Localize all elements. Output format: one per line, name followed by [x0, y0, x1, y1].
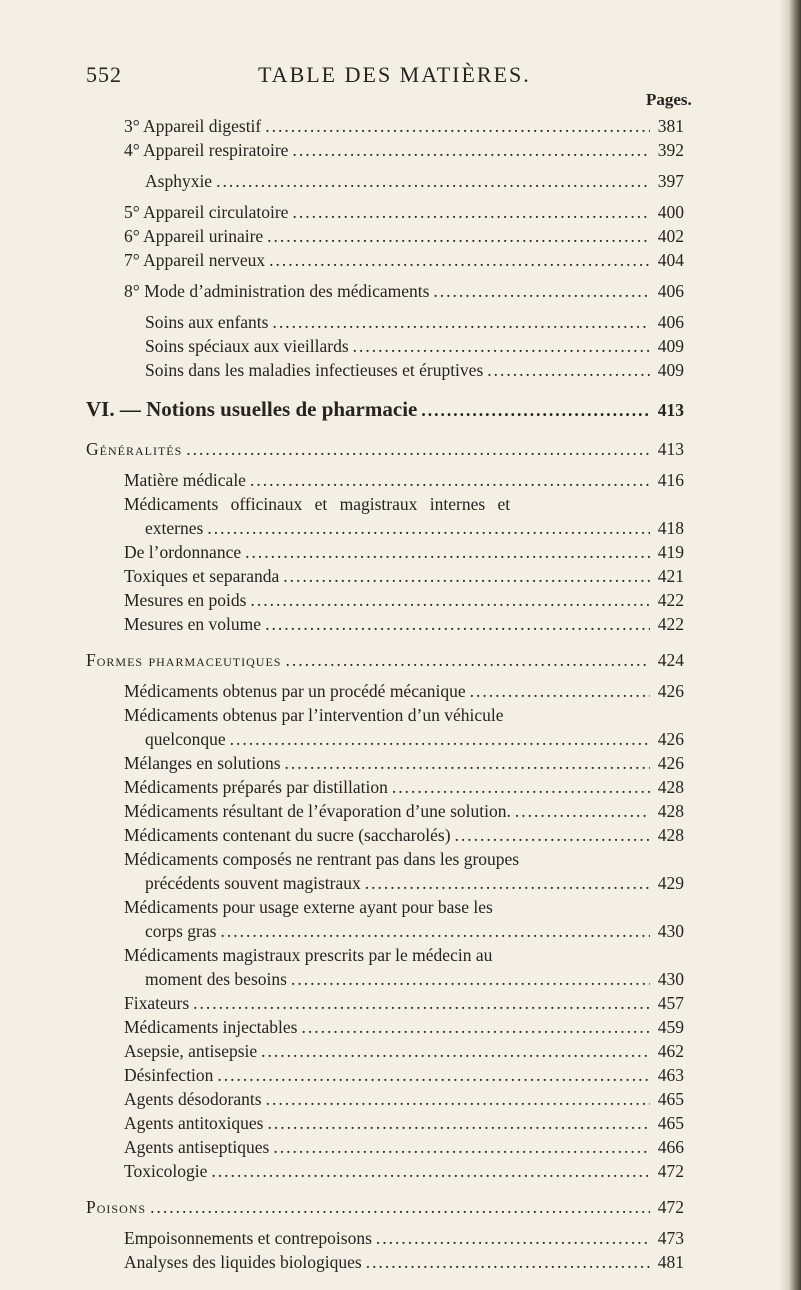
- toc-entry: Soins dans les maladies infectieuses et éruptives ..... 409: [145, 358, 684, 382]
- toc-entry: Agents antitoxiques ..... 465: [124, 1111, 684, 1135]
- toc-entry: Agents antiseptiques ..... 466: [124, 1135, 684, 1159]
- toc-entry: De l’ordonnance ..... 419: [124, 540, 684, 564]
- running-title: TABLE DES MATIÈRES.: [258, 62, 531, 87]
- toc-entry-line: Médicaments magistraux prescrits par le médecin au: [124, 945, 493, 965]
- toc-entry: Médicaments obtenus par un procédé mécanique ..... 426: [124, 679, 684, 703]
- toc-entry: Médicaments préparés par distillation ..... 428: [124, 775, 684, 799]
- toc-entry: moment des besoins ..... 430: [145, 967, 684, 991]
- page-number: 552: [86, 62, 122, 87]
- toc-entry: Matière médicale ..... 416: [124, 468, 684, 492]
- subsection-heading: Formes pharmaceutiques ..... 424: [86, 648, 684, 672]
- toc-entry: 4° Appareil respiratoire ..... 392: [124, 138, 684, 162]
- page-edge-shadow: [779, 0, 801, 1290]
- toc-entry: Toxiques et separanda ..... 421: [124, 564, 684, 588]
- toc-entry: Fixateurs ..... 457: [124, 991, 684, 1015]
- toc-entry: Mesures en poids ..... 422: [124, 588, 684, 612]
- toc-entry-line: Médicaments officinaux et magistraux internes et: [124, 494, 511, 514]
- toc-entry: Empoisonnements et contrepoisons ..... 473: [124, 1226, 684, 1250]
- toc-entry: Médicaments résultant de l’évaporation d’une solution. ..... 428: [124, 799, 684, 823]
- toc-entry: corps gras ..... 430: [145, 919, 684, 943]
- toc-entry: 3° Appareil digestif ..... 381: [124, 114, 684, 138]
- toc-entry-line: Médicaments obtenus par l’intervention d’un véhicule: [124, 705, 504, 725]
- toc-entry: Toxicologie ..... 472: [124, 1159, 684, 1183]
- toc-entry: 5° Appareil circulatoire ..... 400: [124, 200, 684, 224]
- section-heading: VI. — Notions usuelles de pharmacie ..... 413: [86, 397, 684, 422]
- toc-entry: Mélanges en solutions ..... 426: [124, 751, 684, 775]
- toc-entry: externes ..... 418: [145, 516, 684, 540]
- toc-entry: Analyses des liquides biologiques ..... 481: [124, 1250, 684, 1274]
- toc-entry: 8° Mode d’administration des médicaments ..... 406: [124, 279, 684, 303]
- toc-entry-line: Médicaments pour usage externe ayant pour base les: [124, 897, 493, 917]
- toc-entry: quelconque ..... 426: [145, 727, 684, 751]
- toc-entry: Soins aux enfants ..... 406: [145, 310, 684, 334]
- pages-column-label: Pages.: [646, 90, 692, 109]
- toc-entry: 7° Appareil nerveux ..... 404: [124, 248, 684, 272]
- toc-entry: Agents désodorants ..... 465: [124, 1087, 684, 1111]
- toc-entry: Asepsie, antisepsie ..... 462: [124, 1039, 684, 1063]
- toc-entry-line: Médicaments composés ne rentrant pas dans les groupes: [124, 849, 520, 869]
- toc-entry: Désinfection ..... 463: [124, 1063, 684, 1087]
- toc-entry: Médicaments contenant du sucre (saccharolés) ..... 428: [124, 823, 684, 847]
- toc-entry: Asphyxie ..... 397: [145, 169, 684, 193]
- subsection-heading: Généralités ..... 413: [86, 437, 684, 461]
- toc-entry: précédents souvent magistraux ..... 429: [145, 871, 684, 895]
- toc-entry: Médicaments injectables ..... 459: [124, 1015, 684, 1039]
- toc-entry: Mesures en volume ..... 422: [124, 612, 684, 636]
- toc-entry: 6° Appareil urinaire ..... 402: [124, 224, 684, 248]
- subsection-heading: Poisons ..... 472: [86, 1195, 684, 1219]
- toc-entry: Soins spéciaux aux vieillards ..... 409: [145, 334, 684, 358]
